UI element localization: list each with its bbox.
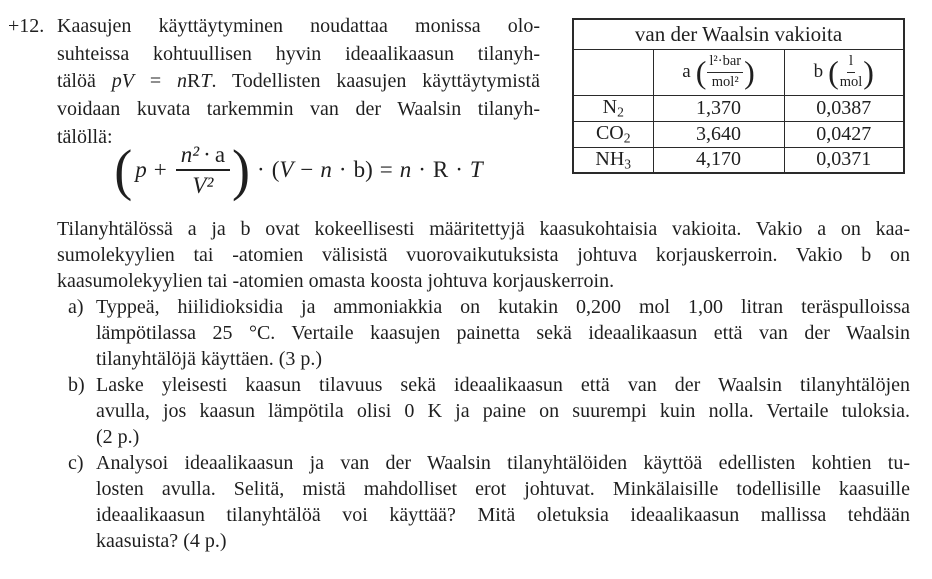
left-paren: ( — [695, 54, 707, 90]
item-marker: c) — [68, 452, 84, 474]
item-marker: a) — [68, 296, 84, 318]
b-value-cell: 0,0387 — [784, 95, 904, 121]
subquestion-b — [57, 372, 910, 450]
problem-number: +12. — [8, 15, 45, 37]
gas-name-cell: $CO_2$ — [573, 121, 653, 147]
van-der-waals-equation: ( p + $\frac{\text{n² · a}}{\text{V²}}$ ) · ( V − n · b ) = n · R · T — [114, 138, 483, 202]
problem-body — [57, 216, 910, 554]
b-value-cell: 0,0427 — [784, 121, 904, 147]
table-corner-cell — [573, 49, 653, 95]
problem-statement — [57, 13, 540, 152]
subquestion-a — [57, 294, 910, 372]
table-title: van der Waalsin vakioita — [573, 19, 904, 49]
text-line: Analysoi ideaalikaasun ja van der Waalsin tilanyhtälöiden käyttöä edellisten kohtien tu- — [96, 452, 910, 474]
a-value-cell: 4,170 — [653, 147, 784, 173]
text-line: (2 p.) — [96, 426, 140, 448]
unit-fraction-b: l mol — [839, 53, 863, 90]
item-marker: b) — [68, 374, 85, 396]
text-line: Laske yleisesti kaasun tilavuus sekä ideaalikaasun että van der Waalsin tilanyhtälöjen — [96, 374, 910, 396]
table-row — [573, 121, 904, 147]
subquestion-c — [57, 450, 910, 554]
text-line: avulla, jos kaasun lämpötila olisi 0 K ja paine on suurempi kuin nolla. Vertaile tuloksia. — [96, 400, 910, 422]
text-line: Typpeä, hiilidioksidia ja ammoniakkia on kutakin 0,200 mol 1,00 litran teräspulloissa — [96, 296, 910, 318]
b-value-cell: 0,0371 — [784, 147, 904, 173]
text-line: ideaalikaasun tilanyhtälöä voi käyttää? Mitä oletuksia ideaalikaasun mallissa tehdään — [96, 504, 910, 526]
van-der-waals-constants-table — [572, 18, 905, 174]
text-line: Tilanyhtälössä a ja b ovat kokeellisesti määritettyjä kaasukohtaisia vakioita. Vakio a on kaa- — [57, 218, 910, 240]
left-paren: ( — [114, 138, 133, 202]
text-line: Kaasujen käyttäytyminen noudattaa monissa olo- — [57, 15, 540, 37]
column-header-a: a ( l²·bar mol² ) — [653, 49, 784, 95]
gas-name-cell: $NH_3$ — [573, 147, 653, 173]
text-line: kaasumolekyylien tai -atomien omasta koosta johtuva korjauskerroin. — [57, 270, 615, 292]
left-paren: ( — [828, 54, 839, 90]
text-line: suhteissa kohtuullisen hyvin ideaalikaasun tilanyh- — [57, 42, 540, 65]
text-line: kaasuista? (4 p.) — [96, 530, 227, 552]
text-line: tilanyhtälöjä käyttäen. (3 p.) — [96, 348, 323, 370]
text-line: lämpötilassa 25 °C. Vertaile kaasujen painetta sekä ideaalikaasun että van der Waalsin — [96, 322, 910, 344]
text-line: tälöllä: — [57, 125, 113, 148]
pressure-correction-fraction: $\frac{\text{n² · a}}{\text{V²}}$ — [176, 142, 230, 199]
right-paren: ) — [232, 138, 251, 202]
a-value-cell: 3,640 — [653, 121, 784, 147]
a-value-cell: 1,370 — [653, 95, 784, 121]
right-paren: ) — [863, 54, 874, 90]
unit-fraction-a: l²·bar mol² — [709, 53, 742, 90]
text-line: losten avulla. Selitä, mistä mahdolliset erot johtuvat. Minkälaisille todellisille kaasuille — [96, 478, 910, 500]
text-line: sumolekyylien tai -atomien välisistä vuorovaikutuksista johtuva korjauskerroin. Vakio b on — [57, 244, 910, 266]
right-paren: ) — [744, 54, 755, 90]
column-header-b: b ( l mol ) — [784, 49, 904, 95]
table-row — [573, 147, 904, 173]
problem-intro — [8, 13, 540, 152]
text-line: voidaan kuvata tarkemmin van der Waalsin tilanyh- — [57, 98, 540, 121]
ideal-gas-law-pV: pV — [111, 70, 134, 93]
table-row — [573, 95, 904, 121]
gas-name-cell: $N_2$ — [573, 95, 653, 121]
text-line: tälöä pV = nRT. Todellisten kaasujen käyttäytymistä — [57, 70, 540, 93]
